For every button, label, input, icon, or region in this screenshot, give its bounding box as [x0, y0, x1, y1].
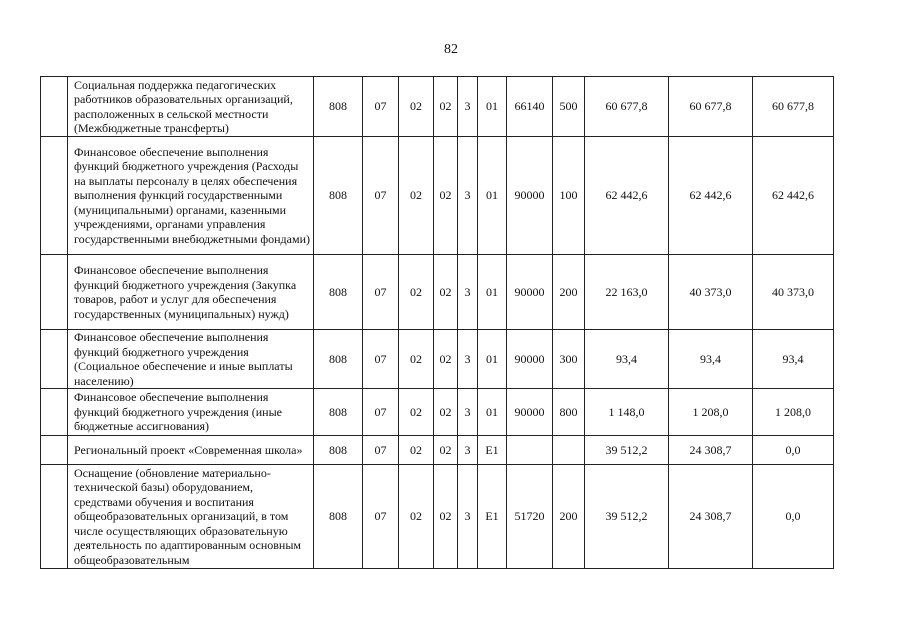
direction-code-cell: 90000 [507, 137, 553, 255]
expense-type-cell: 500 [553, 77, 585, 137]
ministry-code-cell: 808 [314, 330, 363, 389]
expense-type-cell: 800 [553, 389, 585, 436]
desc-cell: Финансовое обеспечение выполнения функций бюджетного учреждения (Закупка товаров, работ и услуг для обеспечения государственных (муниципальных) нужд) [68, 255, 314, 330]
subsection-code-cell: 02 [399, 436, 434, 465]
subsection-code-cell: 02 [399, 330, 434, 389]
expense-type-cell: 100 [553, 137, 585, 255]
subprogram-code-cell: 3 [458, 77, 478, 137]
section-code-cell: 07 [363, 137, 399, 255]
event-code-cell: 01 [478, 137, 507, 255]
program-code-cell: 02 [434, 465, 458, 569]
program-code-cell: 02 [434, 255, 458, 330]
ministry-code-cell: 808 [314, 389, 363, 436]
amount-year2-cell: 93,4 [669, 330, 753, 389]
table-row [41, 436, 834, 465]
program-code-cell: 02 [434, 389, 458, 436]
row-number-cell [41, 255, 68, 330]
direction-code-cell: 90000 [507, 389, 553, 436]
ministry-code-cell: 808 [314, 465, 363, 569]
amount-year3-cell: 0,0 [753, 436, 834, 465]
table-row [41, 137, 834, 255]
program-code-cell: 02 [434, 330, 458, 389]
section-code-cell: 07 [363, 436, 399, 465]
amount-year3-cell: 1 208,0 [753, 389, 834, 436]
event-code-cell: 01 [478, 389, 507, 436]
direction-code-cell [507, 436, 553, 465]
subsection-code-cell: 02 [399, 77, 434, 137]
table-row [41, 330, 834, 389]
subsection-code-cell: 02 [399, 255, 434, 330]
section-code-cell: 07 [363, 389, 399, 436]
subprogram-code-cell: 3 [458, 137, 478, 255]
desc-cell: Оснащение (обновление материально-технической базы) оборудованием, средствами обучения и воспитания общеобразовательных организаций, в том числе осуществляющих образовательную деятельность по адаптированным основным общеобразовательным [68, 465, 314, 569]
subprogram-code-cell: 3 [458, 436, 478, 465]
amount-year1-cell: 39 512,2 [585, 465, 669, 569]
ministry-code-cell: 808 [314, 137, 363, 255]
expense-type-cell: 300 [553, 330, 585, 389]
row-number-cell [41, 77, 68, 137]
subprogram-code-cell: 3 [458, 255, 478, 330]
program-code-cell: 02 [434, 436, 458, 465]
direction-code-cell: 66140 [507, 77, 553, 137]
amount-year2-cell: 1 208,0 [669, 389, 753, 436]
event-code-cell: E1 [478, 465, 507, 569]
expense-type-cell: 200 [553, 255, 585, 330]
section-code-cell: 07 [363, 255, 399, 330]
subsection-code-cell: 02 [399, 465, 434, 569]
amount-year2-cell: 62 442,6 [669, 137, 753, 255]
event-code-cell: E1 [478, 436, 507, 465]
budget-table [40, 76, 834, 569]
amount-year2-cell: 24 308,7 [669, 465, 753, 569]
ministry-code-cell: 808 [314, 436, 363, 465]
row-number-cell [41, 436, 68, 465]
amount-year1-cell: 93,4 [585, 330, 669, 389]
table-body [41, 77, 834, 569]
ministry-code-cell: 808 [314, 255, 363, 330]
ministry-code-cell: 808 [314, 77, 363, 137]
subprogram-code-cell: 3 [458, 465, 478, 569]
direction-code-cell: 51720 [507, 465, 553, 569]
table-row [41, 389, 834, 436]
amount-year1-cell: 62 442,6 [585, 137, 669, 255]
section-code-cell: 07 [363, 77, 399, 137]
amount-year2-cell: 24 308,7 [669, 436, 753, 465]
desc-cell: Финансовое обеспечение выполнения функций бюджетного учреждения (иные бюджетные ассигнования) [68, 389, 314, 436]
direction-code-cell: 90000 [507, 255, 553, 330]
table-row [41, 465, 834, 569]
event-code-cell: 01 [478, 330, 507, 389]
program-code-cell: 02 [434, 77, 458, 137]
amount-year1-cell: 1 148,0 [585, 389, 669, 436]
amount-year2-cell: 40 373,0 [669, 255, 753, 330]
event-code-cell: 01 [478, 255, 507, 330]
amount-year1-cell: 39 512,2 [585, 436, 669, 465]
subprogram-code-cell: 3 [458, 389, 478, 436]
amount-year3-cell: 60 677,8 [753, 77, 834, 137]
amount-year3-cell: 0,0 [753, 465, 834, 569]
event-code-cell: 01 [478, 77, 507, 137]
subprogram-code-cell: 3 [458, 330, 478, 389]
amount-year3-cell: 93,4 [753, 330, 834, 389]
section-code-cell: 07 [363, 465, 399, 569]
section-code-cell: 07 [363, 330, 399, 389]
table-row [41, 255, 834, 330]
row-number-cell [41, 389, 68, 436]
amount-year1-cell: 60 677,8 [585, 77, 669, 137]
amount-year2-cell: 60 677,8 [669, 77, 753, 137]
program-code-cell: 02 [434, 137, 458, 255]
row-number-cell [41, 137, 68, 255]
table-row [41, 77, 834, 137]
subsection-code-cell: 02 [399, 137, 434, 255]
direction-code-cell: 90000 [507, 330, 553, 389]
desc-cell: Финансовое обеспечение выполнения функций бюджетного учреждения (Расходы на выплаты персоналу в целях обеспечения выполнения функций государственными (муниципальными) органами, казенными учреждениями, органами управления государственными внебюджетными фондами) [68, 137, 314, 255]
desc-cell: Социальная поддержка педагогических работников образовательных организаций, расположенных в сельской местности (Межбюджетные трансферты) [68, 77, 314, 137]
page-number: 82 [444, 42, 458, 57]
row-number-cell [41, 465, 68, 569]
amount-year1-cell: 22 163,0 [585, 255, 669, 330]
amount-year3-cell: 62 442,6 [753, 137, 834, 255]
subsection-code-cell: 02 [399, 389, 434, 436]
expense-type-cell [553, 436, 585, 465]
desc-cell: Региональный проект «Современная школа» [68, 436, 314, 465]
expense-type-cell: 200 [553, 465, 585, 569]
amount-year3-cell: 40 373,0 [753, 255, 834, 330]
desc-cell: Финансовое обеспечение выполнения функций бюджетного учреждения (Социальное обеспечение и иные выплаты населению) [68, 330, 314, 389]
row-number-cell [41, 330, 68, 389]
